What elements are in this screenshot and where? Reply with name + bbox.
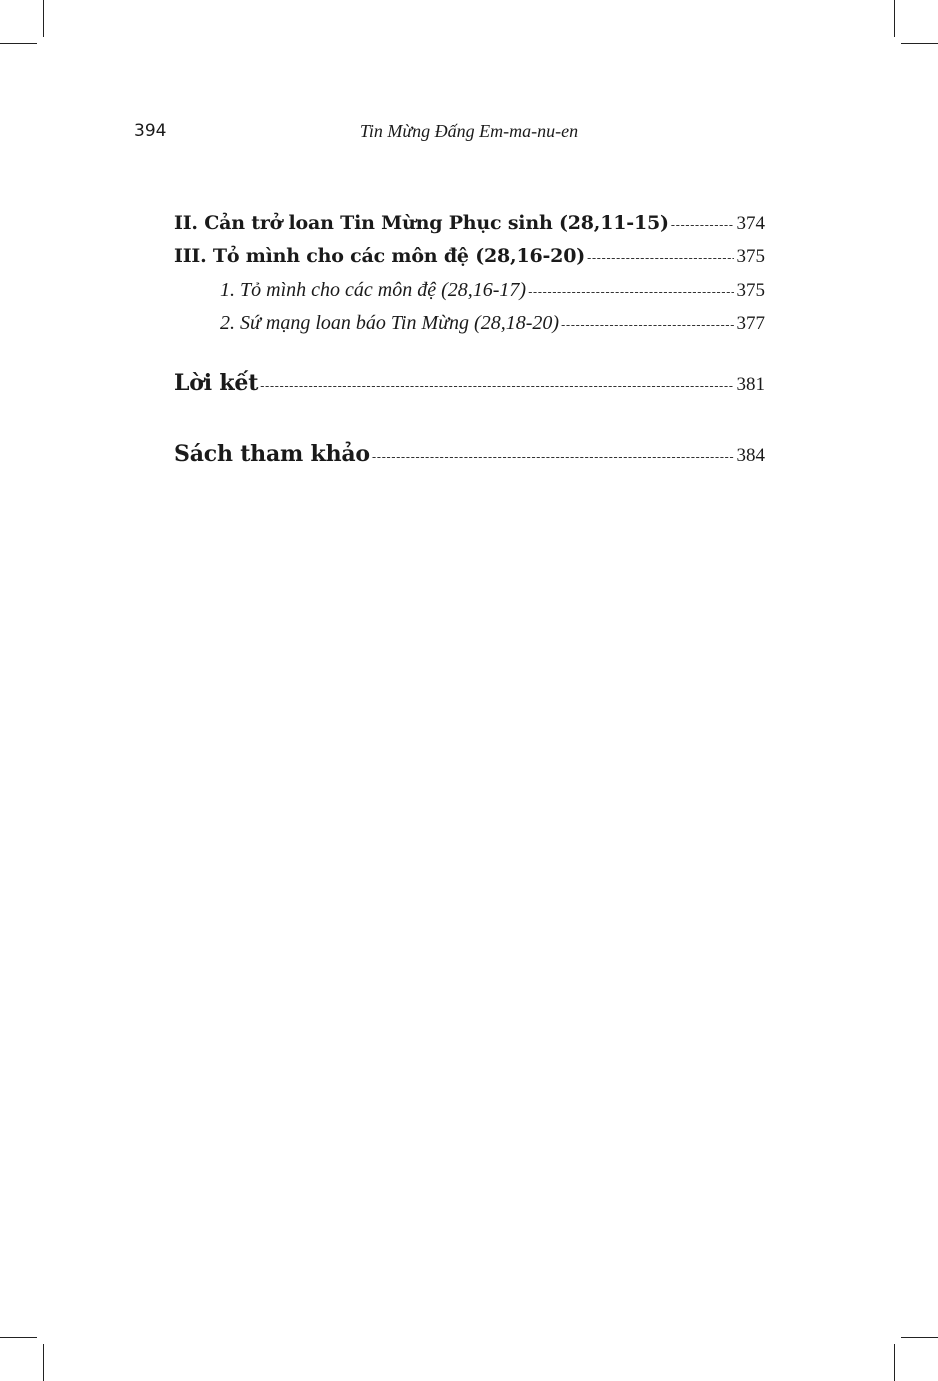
- toc-entry-label: Lời kết: [174, 370, 259, 396]
- toc-entry-page: 374: [736, 213, 765, 234]
- crop-mark-top-left-vertical: [43, 0, 44, 37]
- crop-mark-top-left-horizontal: [0, 43, 37, 44]
- dot-leader: [260, 379, 733, 393]
- toc-entry-label: 1. Tỏ mình cho các môn đệ (28,16-17): [220, 279, 527, 301]
- toc-entry: [174, 441, 765, 467]
- dot-leader: [671, 218, 734, 232]
- running-head: [0, 120, 938, 144]
- book-title: Tin Mừng Đấng Em-ma-nu-en: [359, 121, 579, 141]
- toc-entry: [174, 370, 765, 396]
- dot-leader: [528, 285, 733, 299]
- toc-entry-label: II. Cản trở loan Tin Mừng Phục sinh (28,11-15): [174, 212, 669, 234]
- toc-entry-page: 375: [736, 280, 765, 301]
- page-number: 394: [134, 121, 167, 141]
- toc-entry: [174, 212, 765, 235]
- toc-entry-page: 377: [736, 313, 765, 334]
- toc-entry-page: 375: [736, 246, 765, 267]
- toc-entry: [220, 312, 765, 335]
- dot-leader: [587, 251, 733, 265]
- toc-entry-page: 384: [736, 445, 765, 466]
- crop-mark-bottom-left-vertical: [43, 1344, 44, 1381]
- toc-entry-page: 381: [736, 374, 765, 395]
- toc-entry: [220, 279, 765, 302]
- crop-mark-bottom-left-horizontal: [0, 1337, 37, 1338]
- dot-leader: [561, 318, 733, 332]
- toc-entry-label: 2. Sứ mạng loan báo Tin Mừng (28,18-20): [220, 312, 560, 334]
- crop-mark-bottom-right-vertical: [894, 1344, 895, 1381]
- dot-leader: [372, 450, 734, 464]
- crop-mark-top-right-horizontal: [901, 43, 938, 44]
- crop-mark-bottom-right-horizontal: [901, 1337, 938, 1338]
- toc-entry: [174, 245, 765, 268]
- toc-entry-label: III. Tỏ mình cho các môn đệ (28,16-20): [174, 245, 586, 267]
- toc-entry-label: Sách tham khảo: [174, 441, 370, 467]
- crop-mark-top-right-vertical: [894, 0, 895, 37]
